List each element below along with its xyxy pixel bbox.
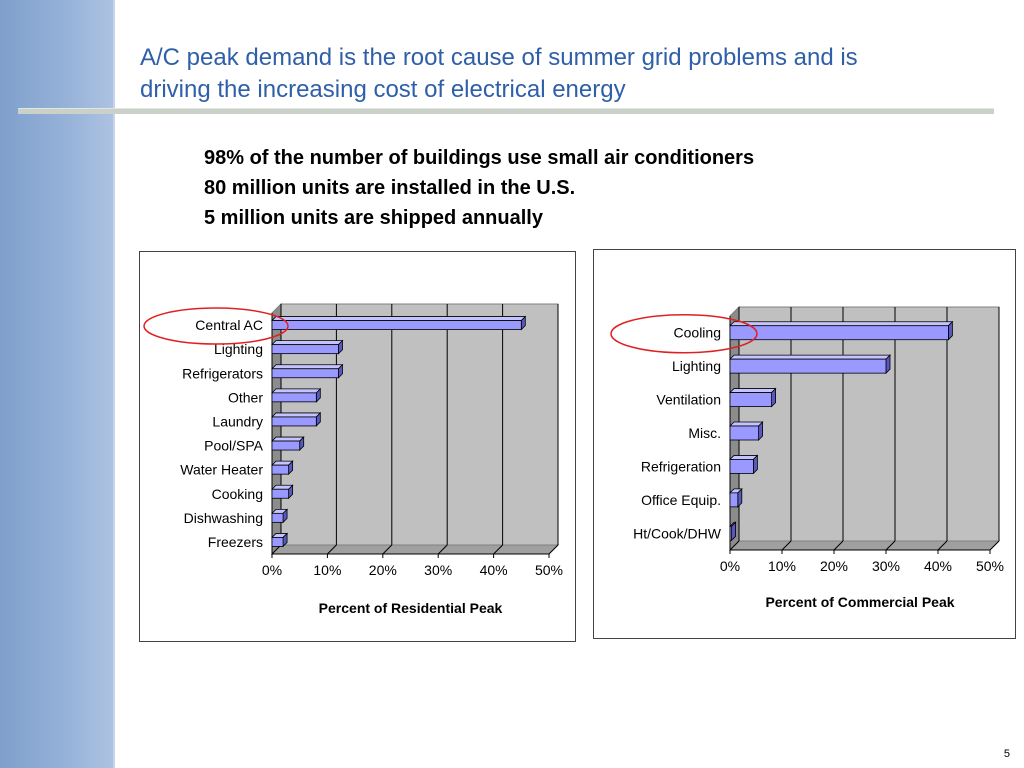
res-tick-label: 50%: [534, 562, 564, 578]
com-category-label: Office Equip.: [641, 491, 721, 508]
com-bar-face: [730, 459, 753, 473]
com-tick-label: 0%: [719, 558, 741, 574]
com-bar-face: [730, 393, 772, 407]
res-category-label: Laundry: [212, 413, 263, 430]
bullet-list: [204, 143, 964, 233]
res-tick-label: 40%: [479, 562, 508, 578]
res-category-label: Central AC: [195, 317, 263, 334]
com-bar-top: [730, 455, 757, 459]
com-category-label: Ventilation: [656, 391, 721, 408]
res-category-label: Water Heater: [180, 461, 263, 478]
com-tick-label: 50%: [975, 558, 1005, 574]
side-bar: [0, 0, 115, 768]
res-bar-face: [272, 489, 289, 498]
res-bar-face: [272, 393, 316, 402]
com-tick-label: 10%: [767, 558, 797, 574]
res-bar-face: [272, 321, 521, 330]
com-floor: [730, 541, 999, 550]
res-bar: [272, 413, 320, 426]
res-category-label: Dishwashing: [183, 509, 263, 526]
res-bar: [272, 533, 287, 546]
res-bar-face: [272, 345, 338, 354]
com-bar: [730, 355, 890, 373]
res-tick-label: 0%: [261, 562, 283, 578]
res-tick-label: 20%: [368, 562, 397, 578]
commercial-chart-svg: [594, 250, 1015, 638]
com-bar-top: [730, 422, 763, 426]
res-category-label: Cooking: [211, 485, 263, 502]
com-bar-top: [730, 389, 776, 393]
slide-title: [140, 42, 1010, 106]
res-bar: [272, 461, 293, 474]
title-rule: [18, 108, 994, 114]
commercial-chart: [593, 249, 1016, 639]
res-bar: [272, 509, 287, 522]
com-category-label: Misc.: [688, 425, 721, 441]
res-bar-top: [272, 413, 320, 417]
com-bar-top: [730, 355, 890, 359]
com-bar-face: [730, 426, 759, 440]
res-bar-face: [272, 369, 338, 378]
res-plot-area: [281, 304, 558, 545]
com-tick-label: 40%: [923, 558, 953, 574]
com-bar: [730, 489, 742, 507]
bullet-item: 5 million units are shipped annually: [204, 207, 543, 229]
slide-title-line-2: driving the increasing cost of electrical energy: [140, 76, 626, 103]
com-category-label: Cooling: [673, 324, 721, 341]
res-bar-top: [272, 437, 304, 441]
res-category-label: Pool/SPA: [204, 437, 263, 454]
res-bar-face: [272, 537, 283, 546]
res-bar: [272, 341, 342, 354]
residential-chart-svg: [140, 252, 575, 641]
res-bar-face: [272, 441, 300, 450]
res-bar-top: [272, 389, 320, 393]
com-plot-area: [739, 307, 999, 541]
bullet-item: 98% of the number of buildings use small air conditioners: [204, 147, 755, 169]
res-bar-top: [272, 365, 342, 369]
com-bar: [730, 422, 763, 440]
res-tick-label: 30%: [424, 562, 453, 578]
res-category-label: Lighting: [213, 341, 263, 358]
page-number: 5: [1003, 748, 1010, 760]
bullet-item: 80 million units are installed in the U.S.: [204, 177, 576, 199]
res-bar-top: [272, 341, 342, 345]
res-bar-face: [272, 465, 289, 474]
com-bar: [730, 322, 952, 340]
res-bar: [272, 365, 342, 378]
res-floor: [272, 545, 558, 554]
res-category-label: Other: [227, 389, 263, 406]
res-x-axis-title: Percent of Residential Peak: [318, 600, 503, 616]
res-bar-top: [272, 317, 525, 321]
com-category-label: Refrigeration: [640, 458, 721, 475]
res-bar-face: [272, 417, 316, 426]
com-bar: [730, 522, 736, 540]
residential-chart: [139, 251, 576, 642]
res-bar: [272, 317, 525, 330]
com-bar-face: [730, 326, 948, 340]
res-bar: [272, 389, 320, 402]
com-tick-label: 20%: [819, 558, 849, 574]
com-category-label: Lighting: [671, 358, 721, 375]
com-bar-face: [730, 493, 738, 507]
com-category-label: Ht/Cook/DHW: [633, 525, 721, 542]
com-bar: [730, 455, 757, 473]
res-bar-face: [272, 513, 283, 522]
res-tick-label: 10%: [313, 562, 342, 578]
com-bar-face: [730, 359, 886, 373]
slide-title-line-1: A/C peak demand is the root cause of summer grid problems and is: [140, 44, 858, 71]
com-x-axis-title: Percent of Commercial Peak: [765, 594, 955, 610]
com-bar: [730, 389, 776, 407]
com-bar-face: [730, 526, 732, 540]
res-bar: [272, 485, 293, 498]
res-category-label: Refrigerators: [182, 365, 263, 382]
com-bar-top: [730, 322, 952, 326]
res-bar: [272, 437, 304, 450]
res-category-label: Freezers: [207, 533, 263, 550]
com-tick-label: 30%: [871, 558, 901, 574]
